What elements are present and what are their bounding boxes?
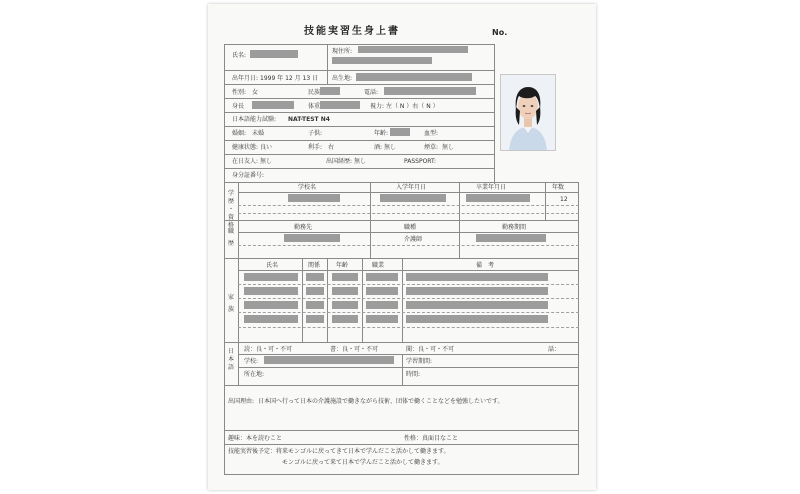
- relatives-label: 在日友人:: [232, 158, 259, 165]
- family-redaction: [406, 287, 548, 295]
- family-redaction: [406, 301, 548, 309]
- smoking-value: 無し: [442, 144, 455, 151]
- personality-label: 性格：: [404, 435, 423, 442]
- work-header-job: 職種: [404, 224, 417, 231]
- hand-value: 右: [328, 144, 335, 151]
- address-redaction-1: [358, 46, 468, 53]
- work-header-period: 勤務期間: [502, 224, 527, 231]
- family-redaction: [306, 301, 324, 309]
- family-redaction: [366, 315, 398, 323]
- family-redaction: [332, 315, 358, 323]
- edu-header-years: 年数: [552, 184, 565, 191]
- health-value: 良い: [260, 144, 273, 151]
- education-side-label: 学 歴 ・ 資 格: [227, 190, 234, 229]
- family-redaction: [244, 315, 298, 323]
- family-redaction: [366, 301, 398, 309]
- family-side-label: 家 族: [227, 294, 234, 313]
- hobby-value: 本を読むこと: [246, 435, 283, 442]
- family-header-job: 職業: [372, 262, 385, 269]
- birthdate-value: 1999 年 12 月 13 日: [260, 75, 319, 82]
- plan-line-1: 将来モンゴルに戻ってきて日本で学んだこと活かして働きます。: [276, 448, 450, 455]
- smoking-label: 煙草:: [424, 144, 439, 151]
- reason-value: 日本国へ行って日本の介護施設で働きながら技術、団体で働くことなどを勉強したいです。: [258, 398, 504, 405]
- height-redaction: [252, 101, 294, 109]
- form-number-label: No.: [492, 28, 508, 37]
- work-employer-redaction: [284, 234, 340, 242]
- family-redaction: [306, 273, 324, 281]
- height-label: 身長: [232, 103, 245, 110]
- vision-label: 視力:: [370, 103, 385, 110]
- weight-redaction: [320, 101, 360, 109]
- edu-header-entry: 入学年月日: [396, 184, 427, 191]
- family-header-name: 氏名: [266, 262, 279, 269]
- gender-value: 女: [252, 89, 259, 96]
- edu-header-graduation: 卒業年月日: [476, 184, 507, 191]
- birthplace-redaction: [356, 73, 472, 81]
- hand-label: 利手:: [308, 144, 323, 151]
- family-redaction: [244, 301, 298, 309]
- gender-label: 性別:: [232, 89, 247, 96]
- japanese-hours-label: 時間:: [406, 371, 421, 378]
- family-header-relation: 関係: [308, 262, 321, 269]
- japanese-speak: 話：: [548, 346, 561, 353]
- alcohol-value: 無し: [384, 144, 397, 151]
- edu-entry-redaction: [380, 194, 446, 202]
- personality-value: 真面目なこと: [422, 435, 459, 442]
- birthdate-label: 出年月日:: [232, 75, 259, 82]
- japanese-side-label: 日 本 語: [227, 348, 234, 371]
- japanese-school-label: 学校:: [244, 358, 259, 365]
- family-redaction: [406, 273, 548, 281]
- form-title: 技能実習生身上書: [304, 26, 400, 37]
- health-label: 健康状態:: [232, 144, 259, 151]
- vision-value: 左（ N ）右（ N ）: [386, 103, 439, 110]
- japanese-read: 読：良・可・不可: [244, 346, 293, 353]
- edu-graduation-redaction: [466, 194, 530, 202]
- work-header-employer: 勤務先: [294, 224, 313, 231]
- japanese-listen: 聞：良・可・不可: [406, 346, 455, 353]
- japanese-period-label: 学習期間:: [406, 358, 433, 365]
- marital-value: 未婚: [252, 130, 265, 137]
- marital-label: 婚姻:: [232, 130, 247, 137]
- jlpt-label: 日本語能力試験:: [232, 116, 277, 123]
- family-redaction: [332, 287, 358, 295]
- family-redaction: [244, 287, 298, 295]
- hobby-label: 趣味：: [228, 435, 247, 442]
- age-redaction: [390, 128, 410, 136]
- address-label: 現住所:: [332, 48, 353, 55]
- family-header-notes: 備 考: [476, 262, 495, 269]
- family-redaction: [332, 301, 358, 309]
- applicant-photo: [500, 74, 556, 151]
- portrait-image: [501, 75, 555, 150]
- jlpt-value: NAT-TEST N4: [288, 116, 330, 123]
- reason-label: 出国理由:: [228, 398, 255, 405]
- family-redaction: [306, 287, 324, 295]
- japanese-write: 書：良・可・不可: [330, 346, 379, 353]
- family-redaction: [332, 273, 358, 281]
- japanese-school-redaction: [264, 356, 394, 364]
- address-redaction-2: [332, 57, 432, 64]
- ethnicity-redaction: [320, 87, 340, 95]
- work-job-value: 介護師: [404, 236, 423, 243]
- relatives-value: 無し: [260, 158, 273, 165]
- family-redaction: [406, 315, 548, 323]
- blood-label: 血型:: [424, 130, 439, 137]
- edu-years-value: 12: [560, 196, 568, 203]
- ethnicity-label: 民族: [308, 89, 321, 96]
- alcohol-label: 酒:: [374, 144, 383, 151]
- family-header-age: 年齢: [336, 262, 349, 269]
- family-redaction: [306, 315, 324, 323]
- travel-value: 無し: [354, 158, 367, 165]
- edu-school-redaction: [288, 194, 340, 202]
- id-label: 身分証番号:: [232, 172, 265, 179]
- edu-header-school: 学校名: [298, 184, 317, 191]
- work-side-label: 職 歴: [227, 228, 234, 247]
- phone-label: 電話:: [364, 89, 379, 96]
- passport-label: PASSPORT:: [404, 158, 437, 165]
- travel-label: 出国経歴:: [326, 158, 353, 165]
- children-label: 子供:: [308, 130, 323, 137]
- plan-line-2: モンゴルに戻って来て日本で学んだこと活かして働きます。: [282, 459, 444, 466]
- work-period-redaction: [476, 234, 546, 242]
- resume-sheet: [208, 4, 596, 490]
- family-redaction: [366, 273, 398, 281]
- name-label: 氏名:: [232, 52, 247, 59]
- name-redaction: [250, 50, 298, 58]
- family-redaction: [366, 287, 398, 295]
- plan-label: 技能実習後予定：: [228, 448, 277, 455]
- japanese-location-label: 所在地:: [244, 371, 265, 378]
- phone-redaction: [384, 87, 476, 95]
- birthplace-label: 出生地:: [332, 75, 353, 82]
- weight-label: 体重: [308, 103, 321, 110]
- age-label: 年齢:: [374, 130, 389, 137]
- family-redaction: [244, 273, 298, 281]
